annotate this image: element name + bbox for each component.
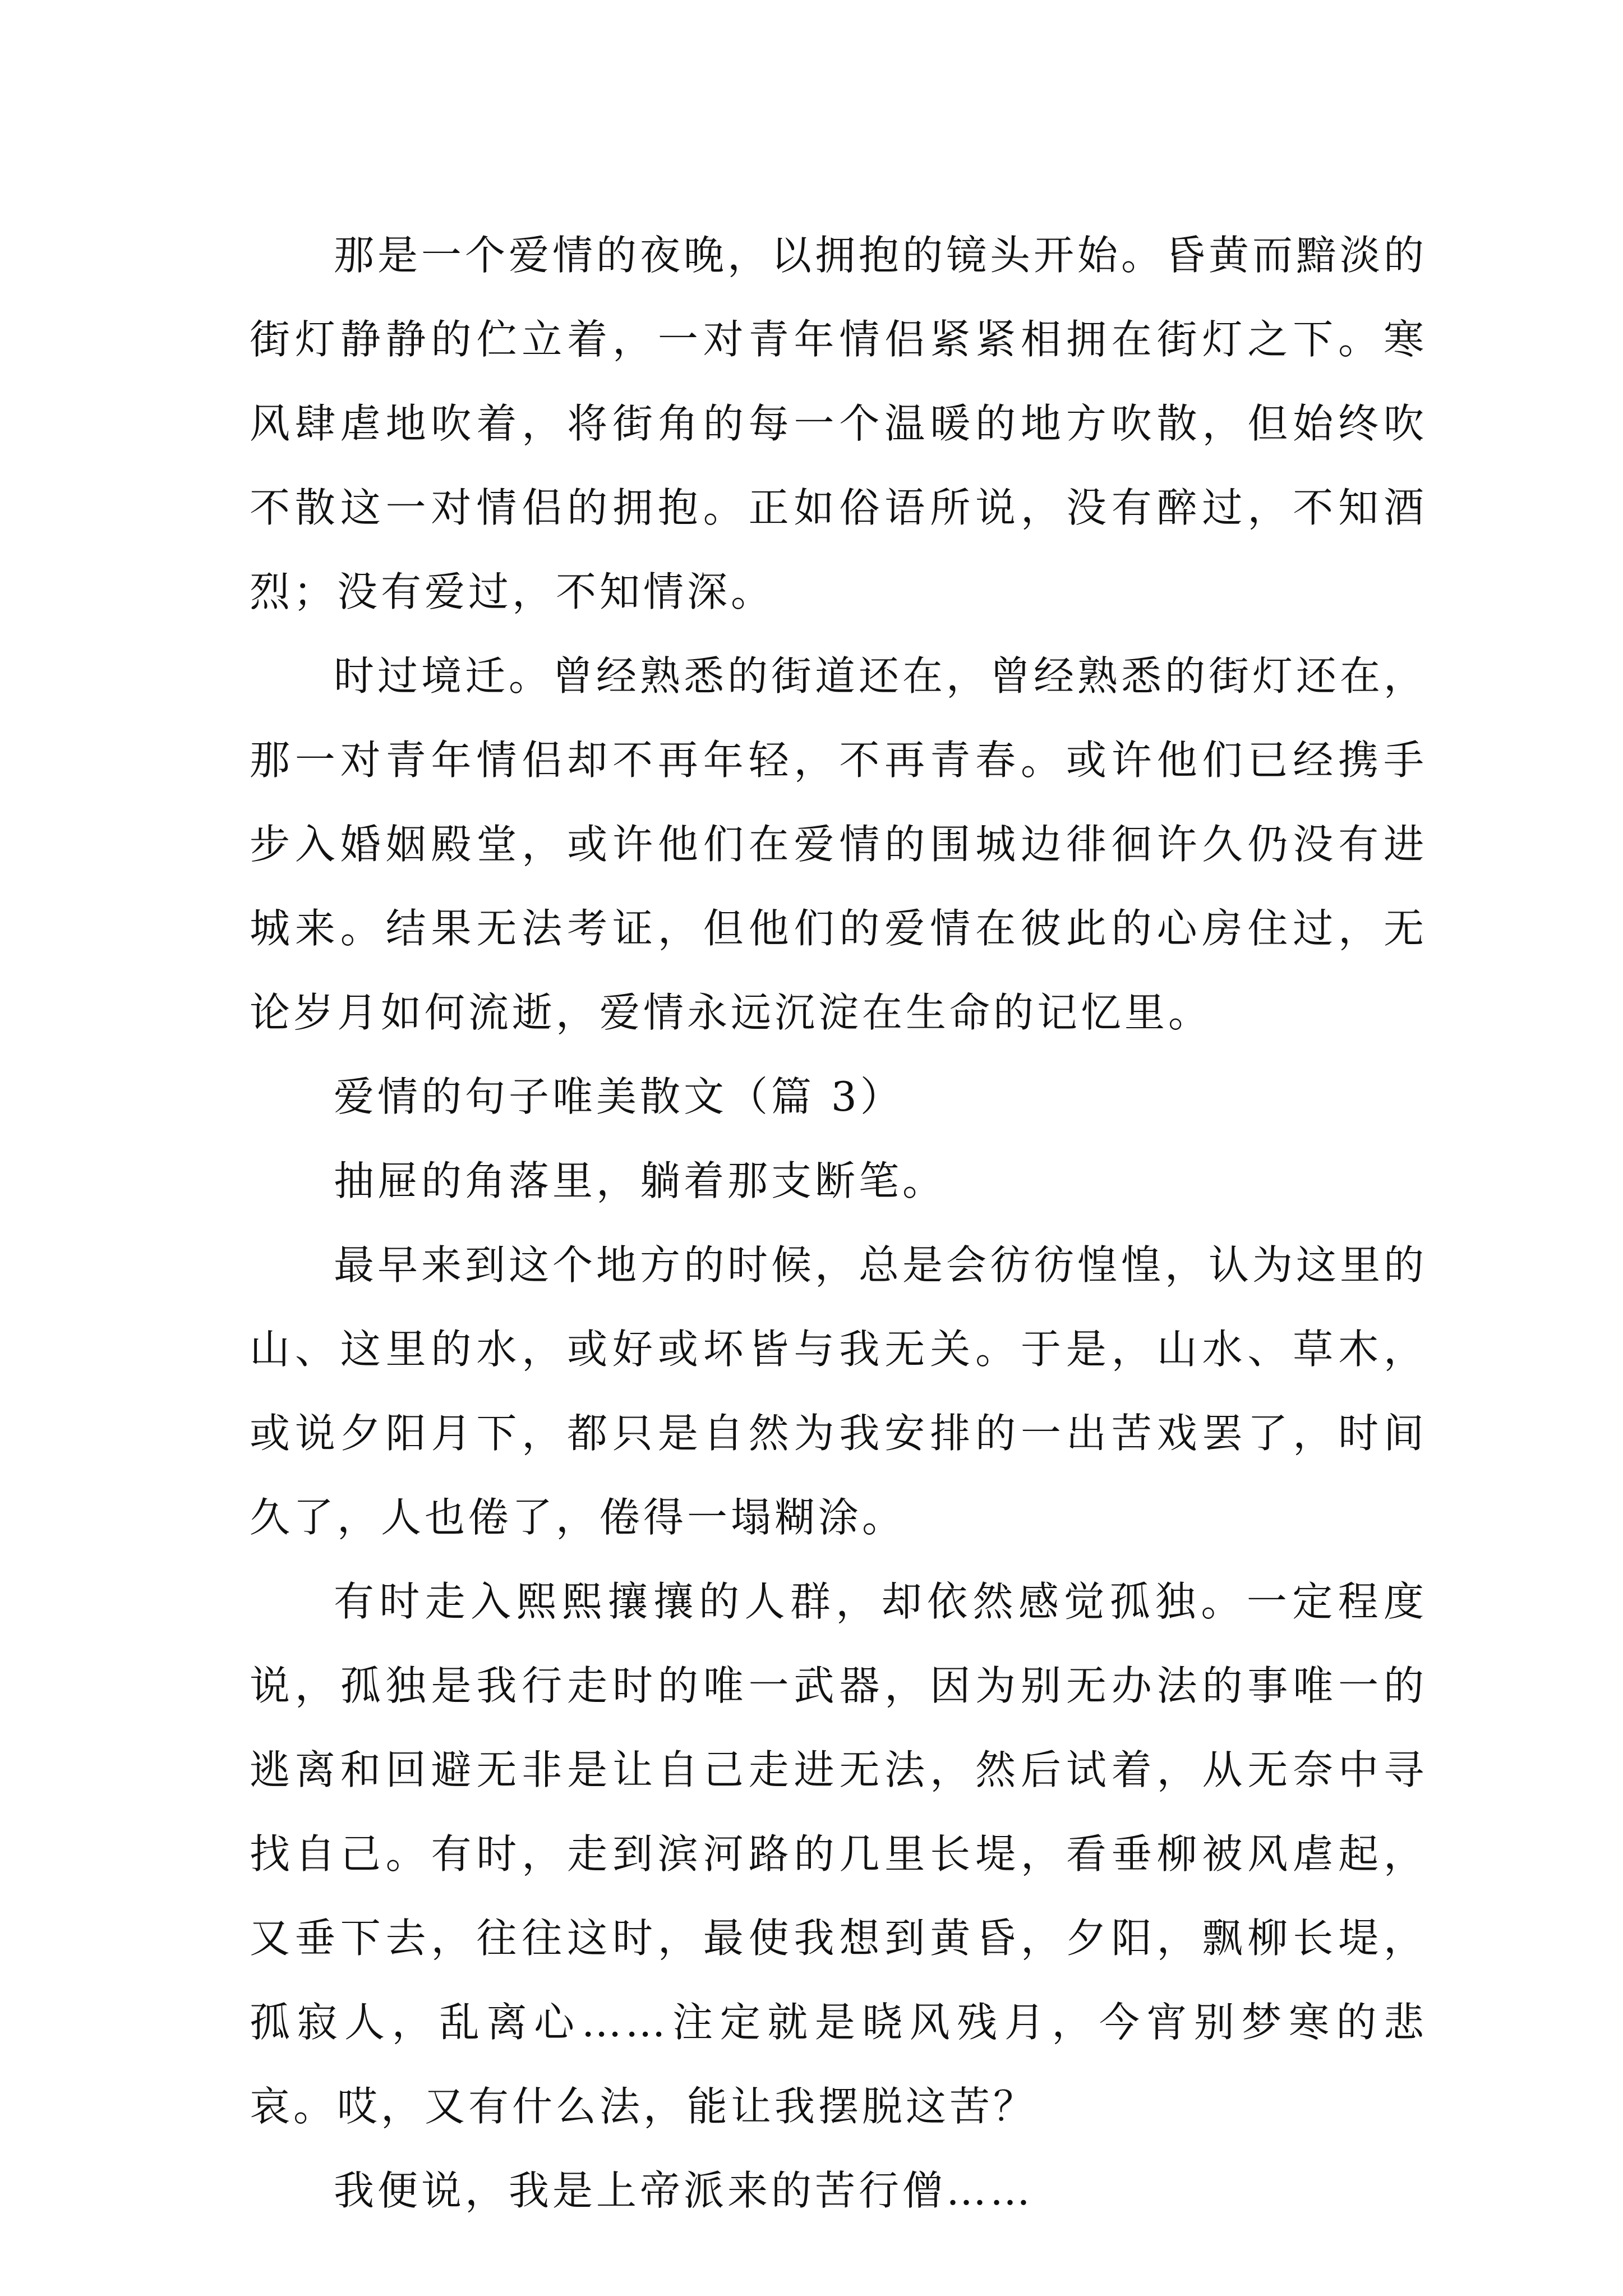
- paragraph-5: 有时走入熙熙攘攘的人群，却依然感觉孤独。一定程度说，孤独是我行走时的唯一武器，因为别无办法的事唯一的逃离和回避无非是让自己走进无法，然后试着，从无奈中寻找自己。有时，走到滨河路的几里长堤，看垂柳被风虐起，又垂下去，往往这时，最使我想到黄昏，夕阳，飘柳长堤，孤寂人，乱离心……注定就是晓风残月，今宵别梦寒的悲哀。哎，又有什么法，能让我摆脱这苦？: [250, 1578, 1427, 2130]
- paragraph-2: 时过境迁。曾经熟悉的街道还在，曾经熟悉的街灯还在，那一对青年情侣却不再年轻，不再青春。或许他们已经携手步入婚姻殿堂，或许他们在爱情的围城边徘徊许久仍没有进城来。结果无法考证，但他们的爱情在彼此的心房住过，无论岁月如何流逝，爱情永远沉淀在生命的记忆里。: [250, 652, 1428, 1036]
- body-text: [250, 213, 1427, 2233]
- paragraph-1: 那是一个爱情的夜晚，以拥抱的镜头开始。昏黄而黯淡的街灯静静的伫立着，一对青年情侣紧紧相拥在街灯之下。寒风肆虐地吹着，将街角的每一个温暖的地方吹散，但始终吹不散这一对情侣的拥抱。正如俗语所说，没有醉过，不知酒烈；没有爱过，不知情深。: [250, 232, 1428, 615]
- paragraph-3: 抽屉的角落里，躺着那支断笔。: [334, 1157, 947, 1204]
- paragraph-6: 我便说，我是上帝派来的苦行僧……: [334, 2167, 1034, 2214]
- paragraph-4: 最早来到这个地方的时候，总是会彷彷惶惶，认为这里的山、这里的水，或好或坏皆与我无关。于是，山水、草木，或说夕阳月下，都只是自然为我安排的一出苦戏罢了，时间久了，人也倦了，倦得一塌糊涂。: [250, 1241, 1428, 1541]
- section-heading: 爱情的句子唯美散文（篇 3）: [334, 1073, 904, 1120]
